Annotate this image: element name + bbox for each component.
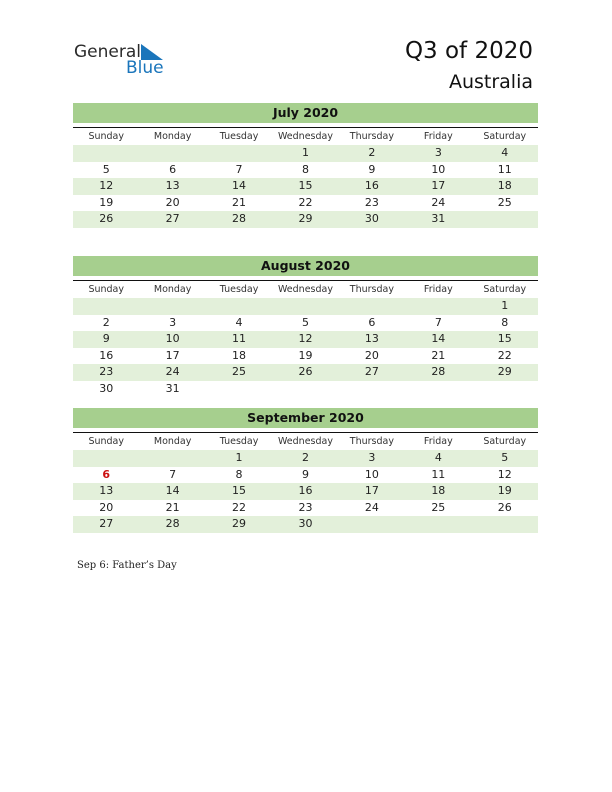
day-cell	[206, 298, 272, 315]
weekday-label: Sunday	[88, 131, 124, 142]
weekday-label: Saturday	[483, 284, 527, 295]
weekday-label: Wednesday	[277, 284, 333, 295]
day-cell: 1	[501, 299, 509, 312]
month-title: August 2020	[73, 256, 538, 276]
day-cell: 10	[165, 332, 180, 346]
weekday-label: Sunday	[88, 436, 124, 447]
day-cell	[206, 381, 272, 398]
day-cell: 22	[232, 500, 247, 514]
day-cell	[272, 381, 338, 398]
day-cell: 9	[368, 162, 376, 176]
week-row	[73, 483, 538, 500]
month-weeks	[73, 298, 538, 398]
day-cell: 11	[497, 162, 512, 176]
day-cell: 10	[431, 162, 446, 176]
day-cell: 17	[431, 179, 446, 193]
day-cell: 21	[431, 348, 446, 362]
week-row	[73, 500, 538, 517]
day-cell: 21	[232, 195, 247, 209]
day-cell: 25	[497, 195, 512, 209]
weekday-label: Saturday	[483, 436, 527, 447]
weekday-label: Friday	[423, 284, 453, 295]
day-cell: 4	[235, 315, 243, 329]
day-cell: 16	[99, 348, 114, 362]
day-cell: 7	[235, 162, 243, 176]
day-cell: 29	[298, 212, 313, 226]
week-row	[73, 348, 538, 365]
day-cell	[405, 381, 471, 398]
month-title: July 2020	[73, 103, 538, 123]
weekday-label: Tuesday	[219, 131, 259, 142]
day-cell	[73, 450, 139, 467]
day-cell: 30	[298, 517, 313, 531]
day-cell: 30	[99, 381, 114, 395]
day-cell: 21	[165, 500, 180, 514]
day-cell: 11	[232, 332, 247, 346]
day-cell: 3	[169, 315, 177, 329]
day-cell: 4	[501, 146, 509, 159]
day-cell: 16	[364, 179, 379, 193]
week-row	[73, 162, 538, 179]
day-cell: 23	[99, 365, 114, 379]
day-cell: 26	[298, 365, 313, 379]
day-cell	[405, 516, 471, 533]
day-cell: 13	[364, 332, 379, 346]
week-row	[73, 211, 538, 228]
day-cell: 23	[364, 195, 379, 209]
day-cell: 20	[99, 500, 114, 514]
week-row	[73, 195, 538, 212]
weekday-label: Tuesday	[219, 284, 259, 295]
day-cell: 12	[99, 179, 114, 193]
weekday-header-row	[73, 280, 538, 298]
weekday-label: Saturday	[483, 131, 527, 142]
weekday-label: Friday	[423, 131, 453, 142]
day-cell: 26	[99, 212, 114, 226]
month-august	[73, 256, 538, 398]
day-cell: 19	[298, 348, 313, 362]
day-cell: 27	[165, 212, 180, 226]
day-cell: 28	[431, 365, 446, 379]
weekday-label: Thursday	[349, 131, 394, 142]
day-cell: 2	[368, 146, 376, 159]
week-row	[73, 450, 538, 467]
day-cell: 17	[165, 348, 180, 362]
day-cell: 29	[232, 517, 247, 531]
day-cell: 30	[364, 212, 379, 226]
day-cell	[339, 381, 405, 398]
month-july	[73, 103, 538, 228]
day-cell: 19	[497, 484, 512, 498]
holiday-notes	[77, 560, 177, 571]
day-cell: 25	[232, 365, 247, 379]
weekday-label: Tuesday	[219, 436, 259, 447]
weekday-label: Friday	[423, 436, 453, 447]
weekday-label: Monday	[153, 284, 192, 295]
day-cell	[73, 145, 139, 162]
holiday-note: Sep 6: Father’s Day	[77, 560, 177, 571]
logo-general-text: General	[74, 42, 141, 62]
day-cell: 23	[298, 500, 313, 514]
day-cell: 18	[497, 179, 512, 193]
day-cell: 8	[301, 162, 309, 176]
day-cell: 29	[497, 365, 512, 379]
day-cell: 24	[364, 500, 379, 514]
day-cell: 1	[301, 146, 309, 159]
day-cell: 25	[431, 500, 446, 514]
week-row	[73, 178, 538, 195]
page-title: Q3 of 2020	[404, 38, 533, 64]
day-cell: 8	[235, 467, 243, 481]
day-cell: 11	[431, 467, 446, 481]
weekday-label: Sunday	[88, 284, 124, 295]
day-cell: 14	[232, 179, 247, 193]
day-cell: 14	[431, 332, 446, 346]
day-cell: 8	[501, 315, 509, 329]
day-cell	[73, 298, 139, 315]
day-cell: 6	[102, 467, 111, 481]
month-weeks	[73, 145, 538, 228]
day-cell: 5	[501, 451, 509, 464]
day-cell: 9	[301, 467, 309, 481]
day-cell	[139, 298, 205, 315]
day-cell: 20	[364, 348, 379, 362]
day-cell: 27	[99, 517, 114, 531]
day-cell: 5	[301, 315, 309, 329]
day-cell	[472, 516, 538, 533]
day-cell: 12	[298, 332, 313, 346]
day-cell	[339, 298, 405, 315]
day-cell: 15	[232, 484, 247, 498]
weekday-label: Wednesday	[277, 131, 333, 142]
day-cell	[405, 298, 471, 315]
day-cell	[139, 145, 205, 162]
day-cell: 22	[497, 348, 512, 362]
day-cell	[472, 381, 538, 398]
week-row	[73, 298, 538, 315]
day-cell: 27	[364, 365, 379, 379]
day-cell: 4	[434, 451, 442, 464]
week-row	[73, 516, 538, 533]
day-cell: 22	[298, 195, 313, 209]
day-cell	[206, 145, 272, 162]
day-cell: 19	[99, 195, 114, 209]
weekday-label: Monday	[153, 436, 192, 447]
day-cell: 2	[301, 451, 309, 464]
weekday-label: Thursday	[349, 284, 394, 295]
day-cell	[272, 298, 338, 315]
day-cell: 7	[434, 315, 442, 329]
day-cell: 9	[102, 332, 110, 346]
day-cell: 18	[232, 348, 247, 362]
weekday-label: Wednesday	[277, 436, 333, 447]
day-cell: 24	[165, 365, 180, 379]
logo-blue-text: Blue	[126, 58, 164, 78]
day-cell: 6	[169, 162, 177, 176]
day-cell: 5	[102, 162, 110, 176]
day-cell: 13	[165, 179, 180, 193]
day-cell: 16	[298, 484, 313, 498]
day-cell: 12	[497, 467, 512, 481]
day-cell	[139, 450, 205, 467]
week-row	[73, 364, 538, 381]
day-cell: 15	[497, 332, 512, 346]
day-cell: 2	[102, 315, 110, 329]
day-cell: 28	[165, 517, 180, 531]
page-subtitle: Australia	[448, 71, 533, 93]
day-cell	[339, 516, 405, 533]
day-cell: 18	[431, 484, 446, 498]
day-cell: 31	[165, 381, 180, 395]
month-weeks	[73, 450, 538, 533]
weekday-header-row	[73, 432, 538, 450]
day-cell: 24	[431, 195, 446, 209]
day-cell: 28	[232, 212, 247, 226]
day-cell: 3	[434, 146, 442, 159]
weekday-label: Thursday	[349, 436, 394, 447]
day-cell: 10	[364, 467, 379, 481]
day-cell: 7	[169, 467, 177, 481]
day-cell: 14	[165, 484, 180, 498]
month-title: September 2020	[73, 408, 538, 428]
week-row	[73, 331, 538, 348]
day-cell: 13	[99, 484, 114, 498]
day-cell: 6	[368, 315, 376, 329]
day-cell: 31	[431, 212, 446, 226]
week-row	[73, 145, 538, 162]
day-cell: 17	[364, 484, 379, 498]
day-cell	[472, 211, 538, 228]
day-cell: 20	[165, 195, 180, 209]
day-cell: 1	[235, 451, 243, 464]
week-row	[73, 381, 538, 398]
day-cell: 3	[368, 451, 376, 464]
generalblue-logo	[74, 42, 184, 78]
week-row	[73, 315, 538, 332]
week-row	[73, 467, 538, 484]
weekday-header-row	[73, 127, 538, 145]
day-cell: 26	[497, 500, 512, 514]
weekday-label: Monday	[153, 131, 192, 142]
day-cell: 15	[298, 179, 313, 193]
month-september	[73, 408, 538, 533]
